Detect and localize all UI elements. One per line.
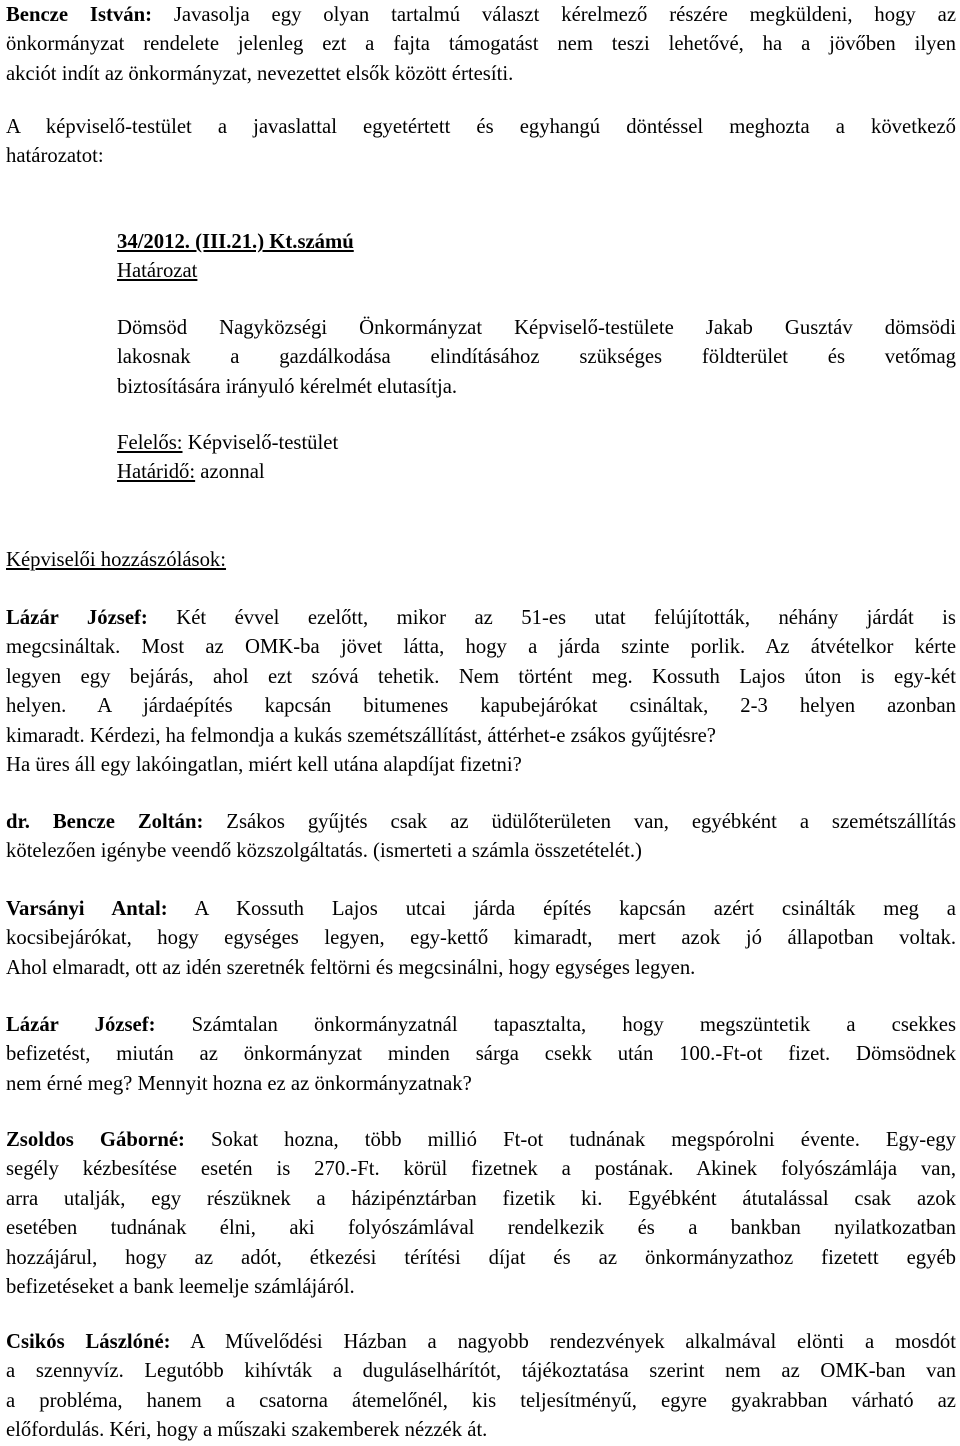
paragraph-text: előfordulás. Kéri, hogy a műszaki szakemberek nézzék át. [6,1419,488,1442]
paragraph-zsoldos-gaborne [6,1126,956,1302]
speaker-name: Varsányi Antal: [6,898,168,920]
paragraph-text: Számtalan önkormányzatnál tapasztalta, hogy megszüntetik a csekkes [155,1014,956,1036]
resolution-responsibility [117,429,956,488]
paragraph-text: befizetést, miután az önkormányzat minden sárga csekk után 100.-Ft-ot fizet. Dömsödnek [6,1043,956,1066]
paragraph-text: Zsákos gyűjtés csak az üdülőterületen van, egyébként a szemétszállítás [203,811,956,833]
paragraph-text: hozzájárul, hogy az adót, étkezési térítési díjat és az önkormányzathoz fizetett egyéb [6,1246,956,1269]
paragraph-lazar-jozsef-2 [6,1011,956,1099]
paragraph-bencze-istvan [6,1,956,89]
responsible-value: Képviselő-testület [182,432,339,454]
paragraph-lazar-jozsef-1 [6,604,956,780]
resolution-body [117,314,956,402]
section-title-block [6,546,956,575]
paragraph-text: A Művelődési Házban a nagyobb rendezvények alkalmával elönti a mosdót [170,1331,957,1353]
speaker-name: Lázár József: [6,607,148,629]
deadline-value: azonnal [195,461,265,484]
responsible-label: Felelős: [117,432,183,454]
speaker-name: Csikós Lászlóné: [6,1331,171,1353]
paragraph-text: Javasolja egy olyan tartalmú választ kérelmező részére megküldeni, hogy az [151,4,957,26]
paragraph-decision-intro [6,113,956,172]
paragraph-text: önkormányzat rendelete jelenleg ezt a fajta támogatást nem teszi lehetővé, ha a jövőben ilyen [6,33,956,56]
paragraph-text: esetében tudnának élni, aki folyószámlával rendelkezik és a bankban nyilatkozatban [6,1217,956,1240]
paragraph-text: lakosnak a gazdálkodása elindításához szükséges földterület és vetőmag [117,346,956,369]
paragraph-text: segély kézbesítése esetén is 270.-Ft. körül fizetnek a postának. Akinek folyószámlája van, [6,1158,956,1181]
paragraph-text: nem érné meg? Mennyit hozna ez az önkormányzatnak? [6,1072,472,1095]
paragraph-csikos-laszlone [6,1328,956,1446]
resolution-heading: Határozat [117,260,198,283]
paragraph-text: kocsibejárókat, hogy egységes legyen, egy-kettő kimaradt, mert azok jó állapotban voltak. [6,927,956,950]
paragraph-text: Két évvel ezelőtt, mikor az 51-es utat felújították, néhány járdát is [147,607,956,629]
paragraph-text: befizetéseket a bank leemelje számlájáról. [6,1275,355,1298]
paragraph-text: legyen egy bejárás, ahol ezt szóvá tehetik. Nem történt meg. Kossuth Lajos úton is egy-két [6,665,956,688]
paragraph-text: Dömsöd Nagyközségi Önkormányzat Képviselő-testülete Jakab Gusztáv dömsödi [117,317,956,339]
resolution-number: 34/2012. (III.21.) Kt.számú [117,231,354,253]
paragraph-bencze-zoltan [6,808,956,867]
deadline-label: Határidő: [117,461,196,484]
paragraph-text: A képviselő-testület a javaslattal egyetértett és egyhangú döntéssel meghozta a következő [6,116,956,138]
paragraph-text: a szennyvíz. Legutóbb kihívták a duguláselhárítót, tájékoztatása szerint nem az OMK-ban van [6,1360,956,1383]
paragraph-text: A Kossuth Lajos utcai járda építés kapcsán azért csinálták meg a [167,898,956,920]
paragraph-text: kötelezően igénybe veendő közszolgáltatás. (ismerteti a számla összetételét.) [6,840,642,863]
speaker-name: Bencze István: [6,4,152,26]
paragraph-text: Sokat hozna, több millió Ft-ot tudnának megspórolni évente. Egy-egy [184,1129,956,1151]
paragraph-text: akciót indít az önkormányzat, nevezettet elsők között értesíti. [6,62,514,85]
paragraph-text: helyen. A járdaépítés kapcsán bitumenes kapubejárókat csináltak, 2-3 helyen azonban [6,695,956,718]
speaker-name: Lázár József: [6,1014,156,1036]
paragraph-text: határozatot: [6,145,104,168]
section-title: Képviselői hozzászólások: [6,549,227,571]
paragraph-text: a probléma, hanem a csatorna átemelőnél, kis teljesítményű, egyre gyakrabban várható az [6,1389,956,1412]
paragraph-text: biztosítására irányuló kérelmét elutasítja. [117,375,458,398]
paragraph-text: arra utalják, egy részüknek a házipénztárban fizetik ki. Egyébként átutalással csak azok [6,1187,956,1210]
resolution-header [117,228,956,287]
paragraph-text: megcsináltak. Most az OMK-ba jövet látta, hogy a járda szinte porlik. Az átvételkor kérte [6,636,956,659]
speaker-name: Zsoldos Gáborné: [6,1129,185,1151]
paragraph-text: kimaradt. Kérdezi, ha felmondja a kukás szemétszállítást, áttérhet-e zsákos gyűjtésre? [6,724,716,747]
paragraph-text: Ahol elmaradt, ott az idén szeretnék feltörni és megcsinálni, hogy egységes legyen. [6,956,696,979]
speaker-name: dr. Bencze Zoltán: [6,811,204,833]
paragraph-varsanyi-antal [6,895,956,983]
paragraph-text: Ha üres áll egy lakóingatlan, miért kell utána alapdíjat fizetni? [6,753,522,776]
